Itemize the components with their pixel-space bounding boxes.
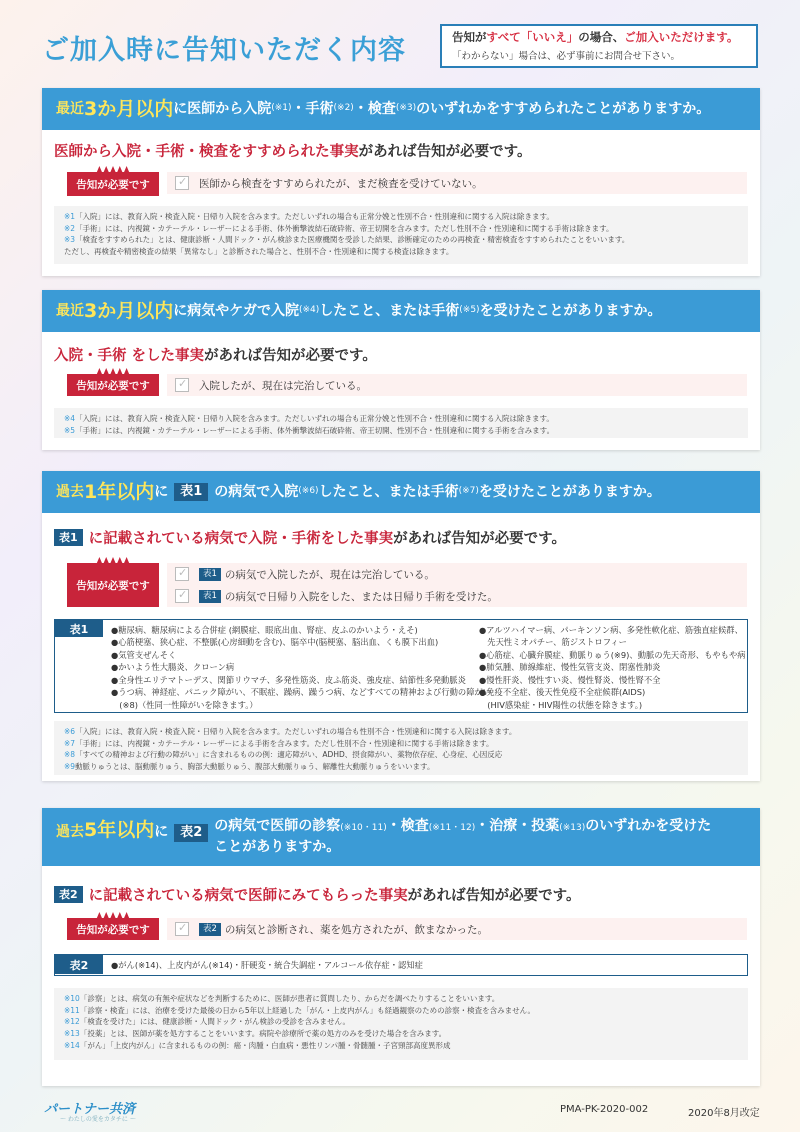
question-text: したこと、または手術	[319, 302, 460, 319]
footnote	[64, 1028, 738, 1040]
check-text: の病気と診断され、薬を処方されたが、飲まなかった。	[224, 923, 489, 936]
question-text: 5年以内	[84, 819, 155, 841]
question-body	[214, 816, 711, 858]
question-text: のいずれかを受けた	[585, 818, 712, 834]
table2-tag: 表2	[174, 824, 208, 842]
question-text: (※2)	[333, 103, 354, 114]
check-text: の病気で日帰り入院をした、または日帰り手術を受けた。	[224, 590, 498, 603]
checkbox-icon	[175, 567, 189, 581]
question-text: 3か月以内	[84, 97, 174, 120]
check-text: 入院したが、現在は完治している。	[199, 379, 367, 392]
footnote-text: 「入院」には、教育入院・検査入院・日帰り入院を含みます。ただしいずれの場合も正常分娩と性別不合・性別違和に関する入院は除きます。	[75, 414, 554, 423]
question-text: に	[154, 483, 169, 500]
table2-tag: 表2	[199, 923, 221, 936]
question-text: ことがありますか。	[214, 839, 341, 855]
footnote-mark: ※13	[64, 1028, 80, 1038]
question-text: 3か月以内	[84, 299, 174, 322]
question-header	[42, 471, 760, 513]
checkbox-icon	[175, 589, 189, 603]
question-text: に	[154, 824, 169, 840]
brand-logo: パートナー共済	[44, 1102, 136, 1117]
footnote	[64, 749, 738, 761]
example-check-row	[167, 585, 747, 607]
question-text: を受けたことがありますか。	[478, 483, 661, 500]
footnotes	[54, 721, 748, 775]
footnote-mark: ※2	[64, 223, 76, 233]
main-rest: があれば告知が必要です。	[407, 888, 581, 904]
table-label: 表1	[55, 620, 103, 637]
question-header	[42, 88, 760, 130]
table-line: 先天性ミオパチー、筋ジストロフィー	[479, 637, 627, 648]
main-rest: があれば告知が必要です。	[204, 348, 377, 364]
question-text: を受けたことがありますか。	[479, 302, 662, 319]
footnote	[64, 738, 738, 750]
footnote-text: 「がん」「上皮内がん」に含まれるものの例：癌・肉腫・白血病・悪性リンパ腫・骨髄腫・子宮頸部高度異形成	[79, 1040, 451, 1050]
table-line: ●かいよう性大腸炎、クローン病	[111, 662, 235, 673]
table-line: ●糖尿病、糖尿病による合併症 (網膜症、眼底出血、腎症、皮ふのかいよう・えそ)	[111, 625, 418, 635]
notice-highlight: すべて「いいえ」	[486, 30, 579, 44]
footnote-mark: ※12	[64, 1017, 80, 1027]
footnote-text: 「入院」には、教育入院・検査入院・日帰り入院を含みます。ただしいずれの場合も正常分娩と性別不合・性別違和に関する入院は除きます。	[75, 212, 554, 221]
footnote-mark: ※1	[64, 212, 76, 221]
notice-subtext: 「わからない」場合は、必ず事前にお問合せ下さい。	[452, 51, 681, 62]
notice-text: の場合、	[578, 30, 625, 44]
example-check-row	[167, 563, 747, 585]
table1-tag: 表1	[54, 529, 83, 546]
footnotes	[54, 988, 748, 1060]
footnote-text: 「検査をすすめられた」とは、健康診断・人間ドック・がん検診また医療機関を受診した結果、診断確定のための再検査・精密検査をすすめられたことをいいます。	[75, 235, 630, 245]
disease-table-2	[54, 954, 748, 976]
footnote-text: 「手術」には、内視鏡・カテーテル・レーザーによる手術を含みます。ただし性別不合・性別違和に関する手術は除きます。	[75, 738, 494, 748]
checkbox-icon	[175, 176, 189, 190]
footnote-mark: ※8	[64, 750, 76, 760]
footnote	[64, 234, 738, 246]
footnote	[64, 223, 738, 235]
footnote	[64, 993, 738, 1005]
example-check-row	[167, 172, 747, 194]
question-section-1	[42, 88, 760, 276]
document-code: PMA-PK-2020-002	[560, 1104, 649, 1115]
main-highlight: に記載されている病気で入院・手術をした事実	[88, 531, 394, 547]
check-text: の病気で入院したが、現在は完治している。	[224, 568, 435, 581]
question-text: (※10・11)	[340, 823, 387, 833]
main-statement	[54, 884, 581, 905]
question-header	[42, 808, 760, 866]
table-line: ●うつ病、神経症、パニック障がい、不眠症、躁病、躁うつ病、などすべての精神および行動の障がい	[111, 687, 492, 698]
footnote	[64, 1016, 738, 1028]
table-line: ●肺気腫、肺線維症、慢性気管支炎、閉塞性肺炎	[479, 662, 661, 673]
question-lead	[56, 816, 214, 845]
table-line: ●心筋症、心臓弁膜症、動脈りゅう(※9)、動脈の先天奇形、もやもや病	[479, 649, 746, 660]
question-text: に病気やケガで入院	[173, 302, 299, 319]
table-line: ●心筋梗塞、狭心症、不整脈(心房細動を含む)、脳卒中(脳梗塞、脳出血、くも膜下出血)	[111, 637, 439, 648]
example-check-row	[167, 374, 747, 396]
footnote-mark: ※6	[64, 727, 76, 736]
question-header	[42, 290, 760, 332]
footnote-mark: ※14	[64, 1040, 80, 1050]
footnote-text: 「投薬」とは、医師が薬を処方することをいいます。病院や診療所で薬の処方のみを受けた場合を含みます。	[79, 1028, 447, 1038]
notice-box	[440, 24, 758, 68]
table1-tag: 表1	[199, 590, 221, 603]
footnote-text: 「すべての精神および行動の障がい」に含まれるものの例：適応障がい、ADHD、摂食障がい、薬物依存症、心身症、心因反応	[75, 750, 503, 760]
footnotes	[54, 206, 748, 264]
question-text: 最近	[56, 100, 84, 117]
main-highlight: に記載されている病気で医師にみてもらった事実	[88, 888, 408, 904]
table-column-left	[111, 624, 491, 711]
table-column-right	[479, 624, 746, 711]
question-section-4	[42, 808, 760, 1086]
footnote	[64, 425, 738, 437]
table1-tag: 表1	[199, 568, 221, 581]
question-text: (※4)	[298, 305, 320, 316]
check-text: 医師から検査をすすめられたが、まだ検査を受けていない。	[199, 177, 483, 190]
question-section-2	[42, 290, 760, 450]
table-line: ●がん(※14)、上皮内がん(※14)・肝硬変・統合失調症・アルコール依存症・認知症	[111, 960, 423, 970]
question-text: (※1)	[271, 103, 292, 114]
notice-required-badge: 告知が必要です	[67, 918, 159, 940]
checkbox-icon	[175, 378, 189, 392]
table-line: ●アルツハイマー病、パーキンソン病、多発性軟化症、筋強直症候群、	[479, 625, 743, 635]
question-text: 過去	[56, 824, 84, 840]
question-text: 1年以内	[84, 480, 155, 503]
notice-text: 告知が	[452, 30, 487, 44]
question-text: 過去	[56, 483, 84, 500]
question-text: (※5)	[459, 305, 480, 316]
main-rest: があれば告知が必要です。	[358, 144, 532, 160]
question-text: に医師から入院	[173, 100, 272, 117]
table-line: (※8)（性同一性障がいを除きます。）	[111, 699, 258, 710]
revision-date: 2020年8月改定	[688, 1108, 760, 1119]
question-text: のいずれかをすすめられたことがありますか。	[416, 100, 711, 117]
footnotes	[54, 408, 748, 438]
question-text: (※6)	[298, 486, 319, 497]
main-statement	[54, 344, 377, 365]
footnote-mark: ※4	[64, 414, 76, 423]
table-label: 表2	[55, 955, 103, 974]
footnote-text: 「手術」には、内視鏡・カテーテル・レーザーによる手術、体外衝撃波結石破砕術、帝王切開を含みます。ただし性別不合・性別違和に関する手術は除きます。	[75, 223, 614, 233]
table-text	[111, 959, 423, 971]
question-text: の病気で入院	[214, 483, 299, 500]
main-statement	[54, 140, 532, 161]
question-text: (※11・12)	[428, 823, 476, 833]
footnote	[64, 1040, 738, 1052]
main-statement	[54, 527, 566, 548]
table-line: ●気管支ぜんそく	[111, 649, 177, 660]
notice-required-badge: 告知が必要です	[67, 374, 159, 396]
page-title: ご加入時に告知いただく内容	[42, 35, 406, 66]
footnote	[64, 726, 738, 738]
main-rest: があれば告知が必要です。	[393, 531, 566, 547]
question-text: したこと、または手術	[318, 483, 459, 500]
footnote-mark: ※7	[64, 738, 76, 748]
footnote-mark: ※3	[64, 235, 76, 245]
question-text: (※3)	[395, 103, 417, 114]
table-line: ●慢性肝炎、慢性すい炎、慢性腎炎、慢性腎不全	[479, 674, 661, 685]
disease-table-1	[54, 619, 748, 713]
footnote-text: 動脈りゅうとは、脳動脈りゅう、胸部大動脈りゅう、腹部大動脈りゅう、解離性大動脈りゅうをいいます。	[75, 761, 435, 771]
question-text: 最近	[56, 302, 84, 319]
footnote	[64, 246, 738, 258]
footnote-mark: ※9	[64, 761, 76, 771]
footnote-mark: ※5	[64, 425, 76, 435]
table2-tag: 表2	[54, 886, 83, 903]
checkbox-icon	[175, 922, 189, 936]
footnote	[64, 211, 738, 223]
table1-tag: 表1	[174, 483, 208, 501]
main-highlight: 入院・手術 をした事実	[54, 348, 205, 364]
footnote	[64, 413, 738, 425]
question-text: (※13)	[559, 823, 586, 833]
notice-required-badge: 告知が必要です	[67, 563, 159, 607]
footnote-text: 「診察」とは、病気の有無や症状などを判断するために、医師が患者に質問したり、からだを調べたりすることをいいます。	[79, 994, 500, 1003]
table-line: (HIV感染症・HIV陽性の状態を除きます。)	[479, 699, 643, 710]
brand-tagline: 〜 わたしの愛をカタチに 〜	[60, 1116, 136, 1123]
main-highlight: 医師から入院・手術・検査をすすめられた事実	[54, 144, 359, 160]
table-line: ●全身性エリテマトーデス、関節リウマチ、多発性筋炎、皮ふ筋炎、強皮症、結節性多発動脈炎	[111, 674, 466, 685]
question-text: ・治療・投薬	[475, 818, 560, 834]
notice-required-badge: 告知が必要です	[67, 172, 159, 196]
table-line: ●免疫不全症、後天性免疫不全症候群(AIDS)	[479, 687, 646, 698]
question-text: ・検査	[386, 818, 429, 834]
footnote-mark: ※11	[64, 1005, 80, 1015]
question-text: ・検査	[353, 100, 396, 117]
footnote	[64, 761, 738, 773]
footnote-text: 「手術」には、内視鏡・カテーテル・レーザーによる手術、体外衝撃波結石破砕術、帝王切開、性別不合・性別違和に関する手術を含みます。	[75, 425, 555, 435]
notice-highlight: ご加入いただけます。	[624, 30, 739, 44]
footnote-text: ただし、再検査や精密検査の結果「異常なし」と診断された場合と、性別不合・性別違和に関する検査は除きます。	[64, 246, 454, 256]
example-check-row	[167, 918, 747, 940]
footnote-text: 「診察・検査」には、治療を受けた最後の日から5年以上経過した「がん・上皮内がん」も経過観察のための診察・検査を含みません。	[79, 1005, 536, 1015]
footnote	[64, 1005, 738, 1017]
question-text: ・手術	[291, 100, 334, 117]
question-text: (※7)	[458, 486, 479, 497]
footnote-text: 「入院」には、教育入院・検査入院・日帰り入院を含みます。ただしいずれの場合も性別不合・性別違和に関する入院は除きます。	[75, 727, 517, 736]
question-text: の病気で医師の診察	[214, 818, 341, 834]
footnote-mark: ※10	[64, 994, 80, 1003]
footnote-text: 「検査を受けた」には、健康診断・人間ドック・がん検診の受診を含みません。	[79, 1017, 350, 1027]
question-section-3	[42, 471, 760, 781]
